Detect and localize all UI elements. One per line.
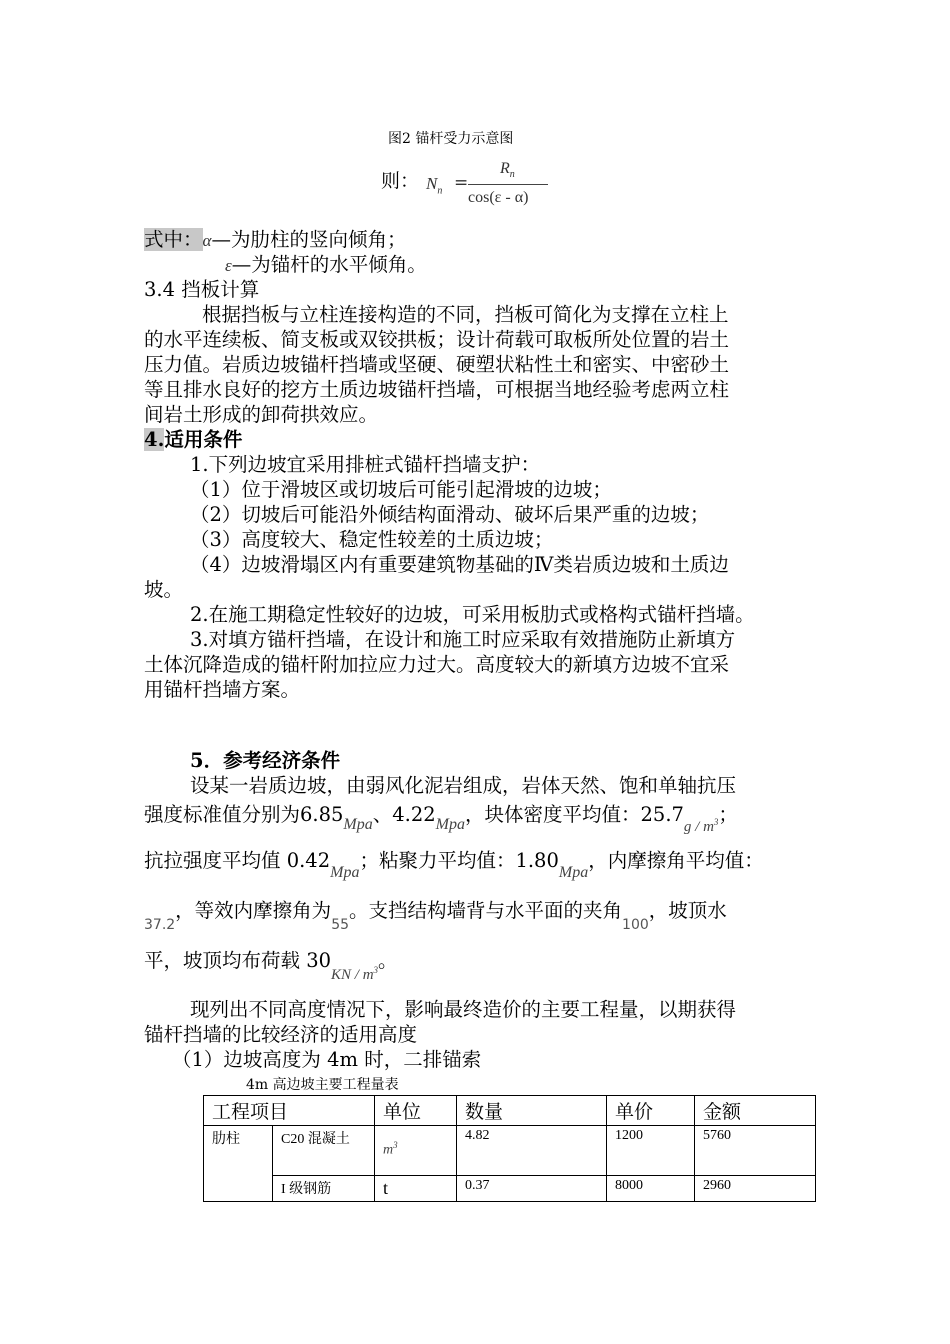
section-4-line: 土体沉降造成的锚杆附加拉应力过大。高度较大的新填方边坡不宜采 [144, 653, 730, 676]
table-cell: I 级钢筋 [273, 1176, 375, 1202]
legend-line-2: ε—为锚杆的水平倾角。 [225, 253, 427, 276]
section-5-line: （1）边坡高度为 4m 时，二排锚索 [172, 1048, 482, 1071]
table-row [204, 1176, 816, 1202]
section-5-heading: 5．参考经济条件 [190, 749, 341, 772]
section-5-line: 锚杆挡墙的比较经济的适用高度 [144, 1023, 418, 1046]
section-4-line: 2.在施工期稳定性较好的边坡，可采用板肋式或格构式锚杆挡墙。 [190, 603, 755, 626]
formula-eq: = [454, 173, 469, 193]
section-5-line: 平，坡顶均布荷载 $30_{KN / m^3}$。 [144, 949, 398, 983]
table-cell: 4.82 [457, 1126, 607, 1176]
table-cell: 2960 [695, 1176, 816, 1202]
formula-denominator: cos(ε - α) [468, 189, 529, 206]
table-cell: t [375, 1176, 457, 1202]
section-3-4-line: 的水平连续板、简支板或双铰拱板；设计荷载可取板所处位置的岩土 [144, 328, 730, 351]
section-3-4-heading: 3.4 挡板计算 [144, 278, 260, 301]
section-4-line: 坡。 [144, 578, 184, 601]
table-cell: 1200 [607, 1126, 695, 1176]
section-5-line: 强度标准值分别为$6.85_{Mpa}$、$4.22_{Mpa}$，块体密度平均值：$25.7_{g / m^3}$； [144, 803, 738, 835]
table-header-row [204, 1096, 816, 1126]
table-header-cell: 金额 [695, 1096, 816, 1126]
table-header-cell: 单价 [607, 1096, 695, 1126]
table-cell: 0.37 [457, 1176, 607, 1202]
section-4-line: 用锚杆挡墙方案。 [144, 678, 301, 701]
table-cell: C20 混凝土 [273, 1126, 375, 1176]
formula-prefix: 则： [381, 170, 420, 192]
table-cell: 8000 [607, 1176, 695, 1202]
table-cell: $m^3$ [375, 1126, 457, 1176]
formula-numerator: $R_n$ [500, 160, 515, 181]
quantity-table [203, 1095, 816, 1202]
section-5-line: 抗拉强度平均值 $0.42_{Mpa}$；粘聚力平均值：$1.80_{Mpa}$，内摩擦角平均值： [144, 849, 764, 881]
section-4-line: （1）位于滑坡区或切坡后可能引起滑坡的边坡； [190, 478, 612, 501]
fraction-bar [468, 184, 548, 185]
formula-lhs: $N_n$ [426, 174, 443, 197]
table-row [204, 1126, 816, 1176]
figure-caption: 图2 锚杆受力示意图 [388, 131, 514, 147]
section-4-line: 1.下列边坡宜采用排桩式锚杆挡墙支护： [190, 453, 541, 476]
table-header-cell: 单位 [375, 1096, 457, 1126]
table-header-cell: 工程项目 [204, 1096, 375, 1126]
section-5-line: 现列出不同高度情况下，影响最终造价的主要工程量，以期获得 [190, 998, 737, 1021]
table-header-cell: 数量 [457, 1096, 607, 1126]
section-3-4-line: 间岩土形成的卸荷拱效应。 [144, 403, 379, 426]
section-4-line: （2）切坡后可能沿外倾结构面滑动、破坏后果严重的边坡； [190, 503, 710, 526]
table-cell: 5760 [695, 1126, 816, 1176]
section-4-line: 3.对填方锚杆挡墙，在设计和施工时应采取有效措施防止新填方 [190, 628, 736, 651]
section-3-4-line: 等且排水良好的挖方土质边坡锚杆挡墙，可根据当地经验考虑两立柱 [144, 378, 730, 401]
section-4-line: （4）边坡滑塌区内有重要建筑物基础的Ⅳ类岩质边坡和土质边 [190, 553, 729, 576]
section-5-line: 设某一岩质边坡，由弱风化泥岩组成，岩体天然、饱和单轴抗压 [190, 774, 737, 797]
table-caption: 4m 高边坡主要工程量表 [246, 1077, 399, 1093]
section-4-line: （3）高度较大、稳定性较差的土质边坡； [190, 528, 554, 551]
section-5-line: $_{37.2}$，等效内摩擦角为$_{55}$。支挡结构墙背与水平面的夹角$_{100}$，坡顶水 [144, 899, 727, 933]
section-3-4-line: 压力值。岩质边坡锚杆挡墙或坚硬、硬塑状粘性土和密实、中密砂土 [144, 353, 730, 376]
table-cell: 肋柱 [204, 1126, 273, 1202]
section-4-heading: 4.适用条件 [144, 428, 243, 451]
legend-line-1: 式中：α—为肋柱的竖向倾角； [144, 228, 407, 251]
section-3-4-line: 根据挡板与立柱连接构造的不同，挡板可简化为支撑在立柱上 [202, 303, 729, 326]
